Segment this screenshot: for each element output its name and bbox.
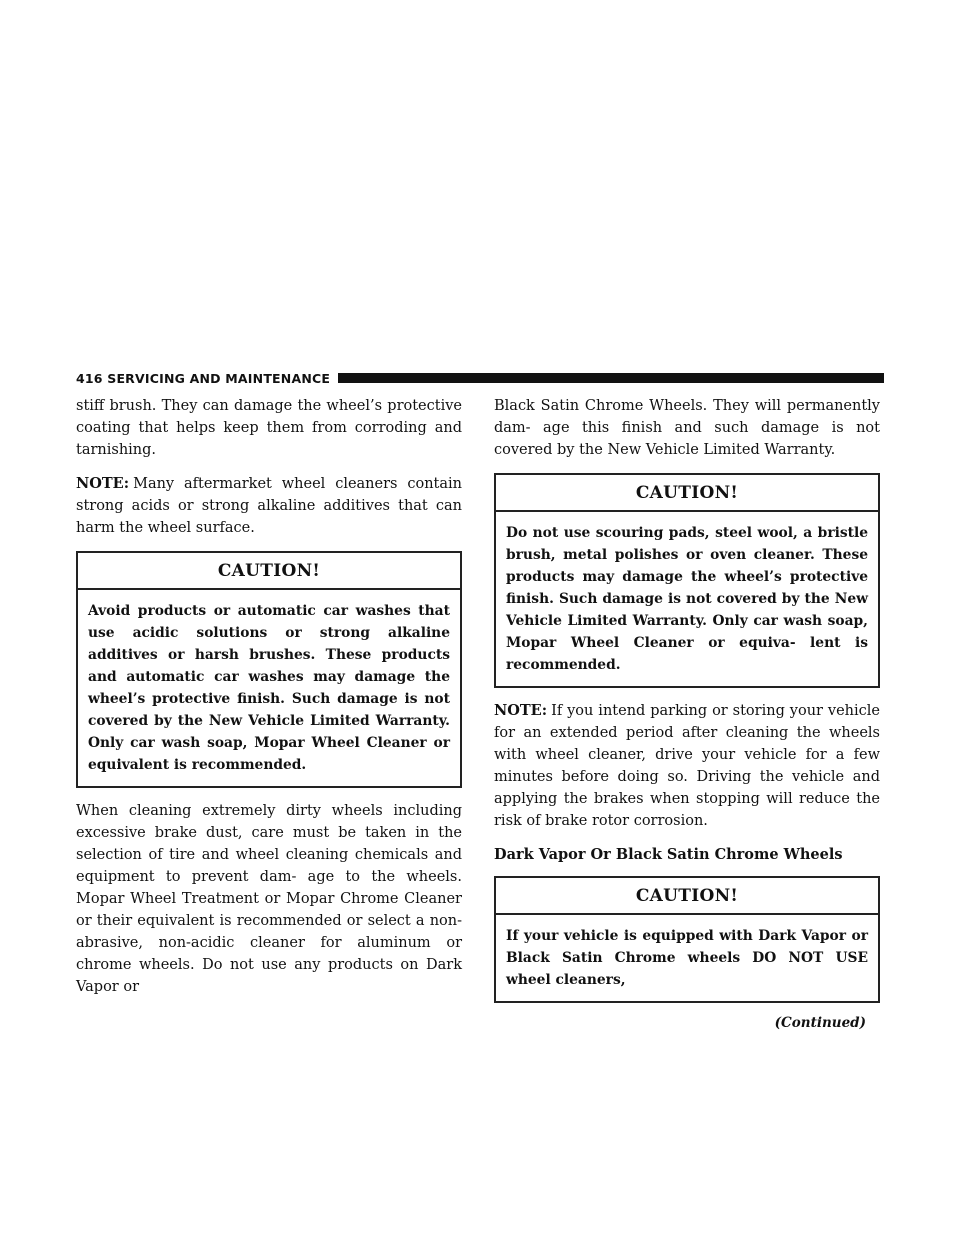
caution-text: Do not use scouring pads, steel wool, a bristle brush, metal polishes or oven cleaner. These products may damage the wheel’s protective finish. Such damage is not covered by the New Vehicle Limited Warranty. Only car wash soap, Mopar Wheel Cleaner or equiva- lent is recommended. bbox=[506, 525, 868, 673]
page-header bbox=[76, 370, 884, 386]
note-paragraph bbox=[76, 473, 462, 539]
caution-box bbox=[76, 551, 462, 788]
caution-box bbox=[494, 876, 880, 1003]
caution-box bbox=[494, 473, 880, 688]
paragraph: stiff brush. They can damage the wheel’s protective coating that helps keep them from corroding and tarnishing. bbox=[76, 398, 462, 458]
left-column bbox=[76, 395, 462, 1010]
caution-title: CAUTION! bbox=[496, 475, 878, 512]
note-text: Many aftermarket wheel cleaners contain strong acids or strong alkaline additives that can harm the wheel surface. bbox=[76, 476, 462, 536]
note-label: NOTE: bbox=[494, 702, 548, 719]
note-text: If you intend parking or storing your vehicle for an extended period after cleaning the wheels with wheel cleaner, drive your vehicle for a few minutes before doing so. Driving the vehicle and applying the brakes when stopping will reduce the risk of brake rotor corrosion. bbox=[494, 703, 880, 829]
header-rule bbox=[338, 373, 884, 383]
caution-text: Avoid products or automatic car washes that use acidic solutions or strong alkaline additives or harsh brushes. These products and automatic car washes may damage the wheel’s protective finish. Such damage is not covered by the New Vehicle Limited Warranty. Only car wash soap, Mopar Wheel Cleaner or equivalent is recommended. bbox=[88, 603, 450, 773]
caution-text: If your vehicle is equipped with Dark Vapor or Black Satin Chrome wheels DO NOT USE wheel cleaners, bbox=[506, 928, 868, 988]
note-label: NOTE: bbox=[76, 475, 130, 492]
caution-title: CAUTION! bbox=[78, 553, 460, 590]
continued-label: (Continued) bbox=[774, 1015, 866, 1031]
paragraph: When cleaning extremely dirty wheels including excessive brake dust, care must be taken in the selection of tire and wheel cleaning chemicals and equipment to prevent dam- age to the wheels. Mopar Wheel Treatment or Mopar Chrome Cleaner or their equivalent is recommended or select a non-abrasive, non-acidic cleaner for aluminum or chrome wheels. Do not use any products on Dark Vapor or bbox=[76, 803, 462, 995]
caution-title: CAUTION! bbox=[496, 878, 878, 915]
section-subheading: Dark Vapor Or Black Satin Chrome Wheels bbox=[494, 846, 843, 863]
note-paragraph bbox=[494, 700, 880, 832]
page-number-section-title: 416 SERVICING AND MAINTENANCE bbox=[76, 370, 331, 386]
right-column bbox=[494, 395, 880, 1031]
paragraph: Black Satin Chrome Wheels. They will permanently dam- age this finish and such damage is not covered by the New Vehicle Limited Warranty. bbox=[494, 398, 880, 458]
